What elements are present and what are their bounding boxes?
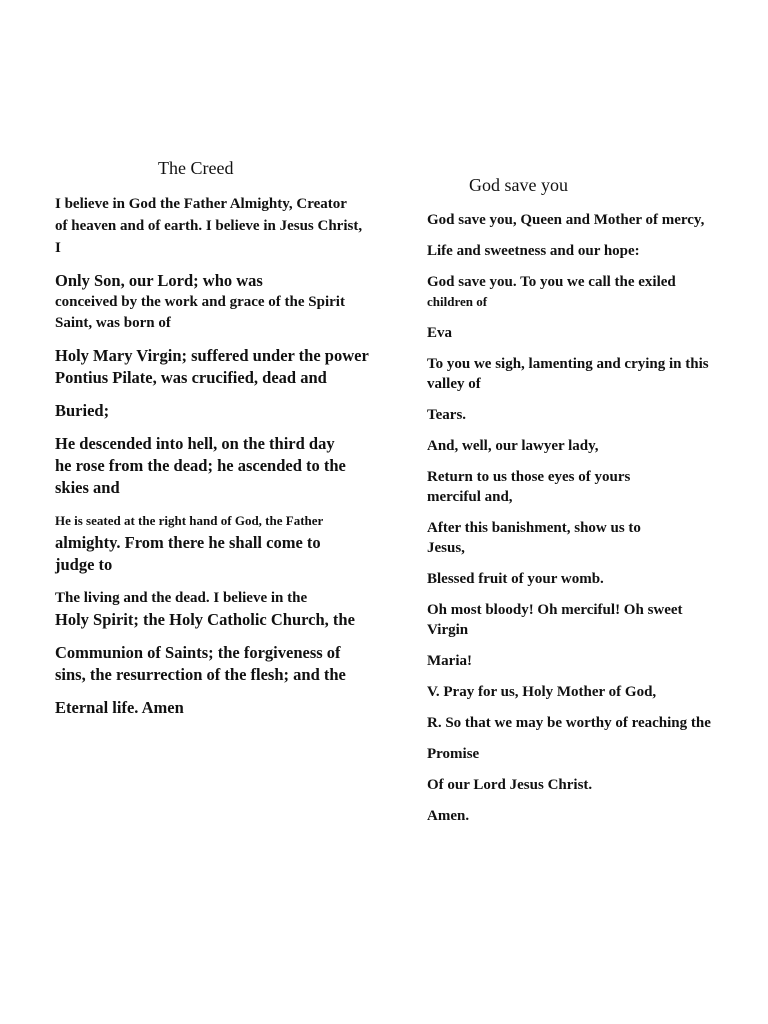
creed-line: Communion of Saints; the forgiveness of [55, 643, 341, 662]
salve-line: Blessed fruit of your womb. [427, 571, 604, 587]
creed-line: The living and the dead. I believe in the [55, 590, 308, 606]
salve-paragraph [427, 713, 757, 733]
salve-line: God save you, Queen and Mother of mercy, [427, 212, 705, 228]
creed-line: skies and [55, 478, 120, 497]
salve-paragraph [427, 210, 757, 230]
salve-line: Jesus, [427, 540, 465, 556]
salve-paragraph [427, 744, 757, 764]
salve-paragraph [427, 436, 757, 456]
creed-paragraph [55, 697, 405, 719]
salve-paragraph [427, 272, 757, 312]
salve-paragraph [427, 651, 757, 671]
creed-line: Pontius Pilate, was crucified, dead and [55, 368, 327, 387]
salve-line: merciful and, [427, 489, 513, 505]
salve-line: After this banishment, show us to [427, 520, 641, 536]
salve-line: Return to us those eyes of yours [427, 469, 631, 485]
creed-line: almighty. From there he shall come to [55, 533, 321, 552]
salve-line: Oh most bloody! Oh merciful! Oh sweet [427, 602, 683, 618]
salve-line: Maria! [427, 653, 472, 669]
salve-paragraph [427, 241, 757, 261]
salve-line: Of our Lord Jesus Christ. [427, 777, 593, 793]
salve-paragraph [427, 682, 757, 702]
salve-paragraph [427, 467, 757, 507]
creed-paragraph [55, 400, 405, 422]
salve-column [427, 175, 757, 837]
salve-line: Amen. [427, 808, 470, 824]
salve-paragraph [427, 775, 757, 795]
creed-line: sins, the resurrection of the flesh; and the [55, 665, 346, 684]
creed-line: Holy Spirit; the Holy Catholic Church, the [55, 610, 355, 629]
creed-paragraph [55, 433, 405, 499]
salve-paragraph [427, 518, 757, 558]
creed-paragraph [55, 193, 405, 259]
salve-line: Promise [427, 746, 480, 762]
creed-paragraph [55, 345, 405, 389]
salve-line: valley of [427, 376, 481, 392]
salve-line: Tears. [427, 407, 467, 423]
salve-paragraph [427, 405, 757, 425]
salve-line: Life and sweetness and our hope: [427, 243, 640, 259]
salve-paragraph [427, 806, 757, 826]
salve-line: children of [427, 294, 488, 309]
creed-line: conceived by the work and grace of the Spirit [55, 294, 345, 310]
creed-line: Eternal life. Amen [55, 698, 184, 717]
salve-paragraph [427, 600, 757, 640]
salve-line: R. So that we may be worthy of reaching the [427, 715, 711, 731]
creed-title: The Creed [158, 158, 234, 178]
creed-line: judge to [55, 555, 113, 574]
creed-line: Buried; [55, 401, 110, 420]
creed-paragraph [55, 642, 405, 686]
salve-paragraph [427, 569, 757, 589]
salve-line: To you we sigh, lamenting and crying in this [427, 356, 709, 372]
salve-paragraph [427, 354, 757, 394]
salve-line: And, well, our lawyer lady, [427, 438, 599, 454]
creed-line: he rose from the dead; he ascended to the [55, 456, 346, 475]
creed-paragraph [55, 270, 405, 334]
creed-line: of heaven and of earth. I believe in Jesus Christ, [55, 218, 363, 234]
salve-line: Virgin [427, 622, 469, 638]
creed-line: I believe in God the Father Almighty, Creator [55, 196, 347, 212]
salve-line: V. Pray for us, Holy Mother of God, [427, 684, 657, 700]
creed-line: He descended into hell, on the third day [55, 434, 335, 453]
creed-line: Saint, was born of [55, 315, 171, 331]
salve-paragraph [427, 323, 757, 343]
creed-line: He is seated at the right hand of God, the Father [55, 513, 324, 528]
salve-line: Eva [427, 325, 453, 341]
creed-line: Only Son, our Lord; who was [55, 271, 263, 290]
salve-line: God save you. To you we call the exiled [427, 274, 676, 290]
creed-paragraph [55, 510, 405, 576]
creed-column [55, 158, 405, 730]
creed-line: Holy Mary Virgin; suffered under the power [55, 346, 369, 365]
salve-title: God save you [469, 175, 568, 195]
creed-line: I [55, 240, 61, 256]
creed-paragraph [55, 587, 405, 631]
